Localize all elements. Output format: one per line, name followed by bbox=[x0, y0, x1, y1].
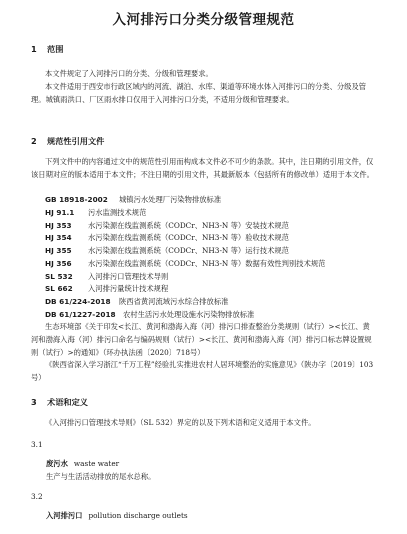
reference-title: 入河排污口管理技术导则 bbox=[88, 271, 169, 281]
reference-item bbox=[45, 245, 376, 258]
reference-code: SL 532 bbox=[45, 271, 73, 281]
reference-code: DB 61/224-2018 bbox=[45, 297, 111, 306]
paragraph: 生态环境部《关于印发<长江、黄河和渤海入海（河）排污口排查整治分类规则（试行）><长江、黄河和渤海入海（河）排污口命名与编码规则（试行）><长江、黄河和渤海入海（河）排污口标志牌设置规则（试行）>的通知》（环办执法函〔2020〕718号） bbox=[31, 322, 372, 357]
paragraph: 本文件规定了入河排污口的分类、分级和管理要求。 bbox=[45, 69, 213, 78]
reference-code: HJ 91.1 bbox=[45, 207, 75, 217]
reference-item bbox=[45, 232, 376, 245]
document-title: 入河排污口分类分级管理规范 bbox=[112, 12, 295, 28]
reference-code: HJ 355 bbox=[45, 246, 72, 255]
term-chinese: 废污水 bbox=[46, 459, 68, 468]
reference-item bbox=[45, 220, 376, 233]
reference-item bbox=[45, 309, 376, 322]
reference-list bbox=[45, 194, 376, 322]
term-entry bbox=[46, 459, 119, 469]
paragraph: 本文件适用于西安市行政区域内的河流、湖泊、水库、渠道等环境水体入河排污口的分类、分级及管理。城镇雨洪口、厂区雨水排口仅用于入河排污口分类，不适用分级和管理要求。 bbox=[31, 82, 367, 104]
reference-title: 水污染源在线监测系统（CODCr、NH3-N 等）数据有效性判别技术规范 bbox=[88, 258, 326, 268]
term-english: pollution discharge outlets bbox=[88, 511, 188, 520]
reference-title: 陕西省黄河流域污水综合排放标准 bbox=[119, 297, 229, 306]
reference-title: 入河排污量统计技术规程 bbox=[88, 284, 169, 294]
reference-code: SL 662 bbox=[45, 284, 73, 294]
reference-title: 农村生活污水处理设施水污染物排放标准 bbox=[123, 309, 255, 319]
section-title: 规范性引用文件 bbox=[47, 136, 105, 146]
section-2-heading bbox=[31, 136, 104, 147]
term-number: 3.1 bbox=[31, 440, 43, 449]
reference-item bbox=[45, 271, 376, 284]
reference-code: DB 61/1227-2018 bbox=[45, 309, 116, 319]
paragraph: 《陕西省深入学习浙江“千万工程”经验扎实推进农村人居环境整治的实施意见》（陕办字〔2019〕103号） bbox=[31, 360, 374, 382]
reference-item bbox=[45, 258, 376, 271]
paragraph: 下列文件中的内容通过文中的规范性引用而构成本文件必不可少的条款。其中，注日期的引用文件，仅该日期对应的版本适用于本文件；不注日期的引用文件，其最新版本（包括所有的修改单）适用于本文件。 bbox=[31, 157, 374, 179]
section-title: 术语和定义 bbox=[47, 397, 88, 407]
section-3-heading bbox=[31, 397, 88, 408]
reference-item bbox=[45, 194, 376, 207]
reference-title: 城镇污水处理厂污染物排放标准 bbox=[119, 195, 222, 204]
reference-code: GB 18918-2002 bbox=[45, 195, 108, 204]
section-1-heading bbox=[31, 44, 63, 55]
term-definition: 生产与生活活动排放的尾水总称。 bbox=[46, 472, 156, 481]
reference-title: 水污染源在线监测系统（CODCr、NH3-N 等）验收技术规范 bbox=[88, 233, 289, 243]
reference-item bbox=[45, 296, 376, 309]
paragraph: 《入河排污口管理技术导则》（SL 532）界定的以及下列术语和定义适用于本文件。 bbox=[45, 418, 316, 427]
reference-title: 水污染源在线监测系统（CODCr、NH3-N 等）运行技术规范 bbox=[88, 246, 289, 255]
reference-item bbox=[45, 207, 376, 220]
reference-code: HJ 354 bbox=[45, 233, 72, 243]
section-number: 3 bbox=[31, 397, 37, 407]
reference-code: HJ 356 bbox=[45, 258, 72, 268]
term-english: waste water bbox=[73, 459, 120, 468]
section-number: 1 bbox=[31, 44, 37, 54]
term-chinese: 入河排污口 bbox=[46, 511, 83, 520]
reference-code: HJ 353 bbox=[45, 220, 72, 230]
term-number: 3.2 bbox=[31, 492, 43, 501]
reference-title: 水污染源在线监测系统（CODCr、NH3-N 等）安装技术规范 bbox=[88, 220, 289, 230]
reference-item bbox=[45, 283, 376, 296]
term-entry bbox=[46, 511, 188, 521]
reference-title: 污水监测技术规范 bbox=[88, 207, 147, 217]
section-number: 2 bbox=[31, 136, 37, 146]
section-title: 范围 bbox=[47, 44, 64, 54]
